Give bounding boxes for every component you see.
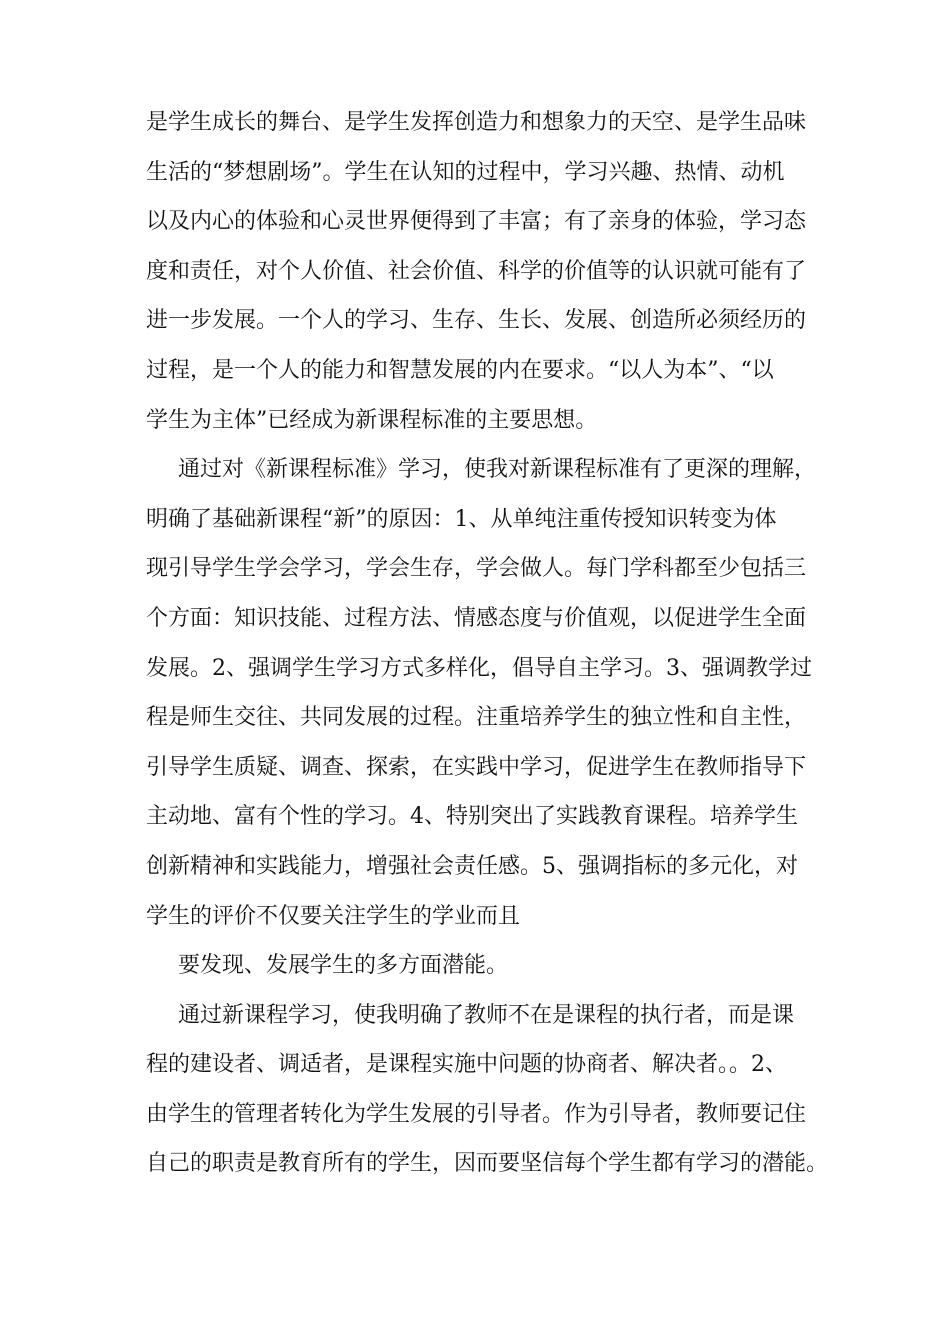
text-line: 进一步发展。一个人的学习、生存、生长、发展、创造所必须经历的 bbox=[146, 308, 807, 334]
text-line: 创新精神和实践能力，增强社会责任感。5、强调指标的多元化，对 bbox=[146, 853, 798, 879]
text-line: 发展。2、强调学生学习方式多样化，倡导自主学习。3、强调教学过 bbox=[146, 655, 812, 681]
text-line: 程的建设者、调适者，是课程实施中问题的协商者、解决者。。2、 bbox=[146, 1052, 787, 1078]
text-line: 是学生成长的舞台、是学生发挥创造力和想象力的天空、是学生品味 bbox=[146, 110, 807, 135]
text-line: 由学生的管理者转化为学生发展的引导者。作为引导者，教师要记住 bbox=[146, 1101, 807, 1127]
text-line: 现引导学生学会学习，学会生存，学会做人。每门学科都至少包括三 bbox=[146, 556, 807, 582]
text-line: 学生的评价不仅要关注学生的学业而且 bbox=[146, 903, 521, 929]
text-line: 通过对《新课程标准》学习，使我对新课程标准有了更深的理解， bbox=[178, 457, 817, 483]
text-line: 以及内心的体验和心灵世界便得到了丰富；有了亲身的体验，学习态 bbox=[146, 209, 807, 235]
body-text bbox=[146, 98, 829, 1189]
text-line: 要发现、发展学生的多方面潜能。 bbox=[178, 953, 509, 979]
text-line: 主动地、富有个性的学习。4、特别突出了实践教育课程。培养学生 bbox=[146, 804, 798, 830]
text-line: 自己的职责是教育所有的学生，因而要坚信每个学生都有学习的潜能。 bbox=[146, 1151, 829, 1177]
text-line: 引导学生质疑、调查、探索，在实践中学习，促进学生在教师指导下 bbox=[146, 754, 807, 780]
text-line: 学生为主体”已经成为新课程标准的主要思想。 bbox=[146, 407, 598, 433]
text-line: 个方面：知识技能、过程方法、情感态度与价值观，以促进学生全面 bbox=[146, 605, 807, 631]
text-line: 明确了基础新课程“新”的原因：1、从单纯注重传授知识转变为体 bbox=[146, 506, 777, 532]
text-line: 度和责任，对个人价值、社会价值、科学的价值等的认识就可能有了 bbox=[146, 258, 807, 284]
text-line: 生活的“梦想剧场”。学生在认知的过程中，学习兴趣、热情、动机 bbox=[146, 159, 785, 185]
text-line: 通过新课程学习，使我明确了教师不在是课程的执行者，而是课 bbox=[178, 1002, 795, 1028]
text-line: 过程，是一个人的能力和智慧发展的内在要求。“以人为本”、“以 bbox=[146, 357, 774, 383]
text-line: 程是师生交往、共同发展的过程。注重培养学生的独立性和自主性， bbox=[146, 705, 807, 731]
